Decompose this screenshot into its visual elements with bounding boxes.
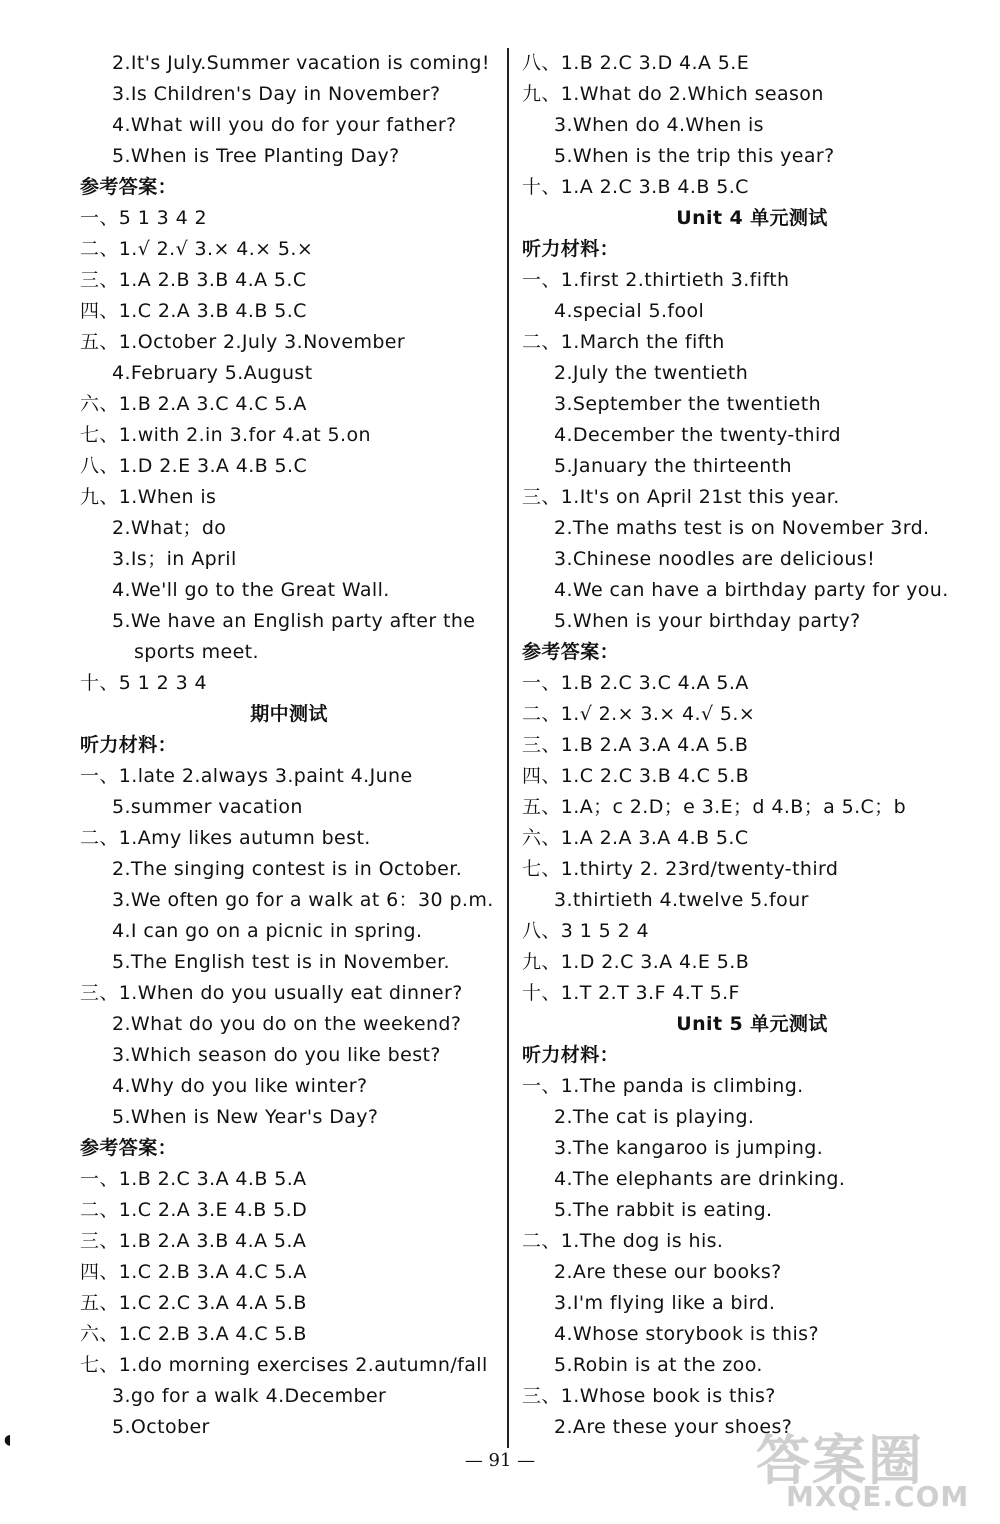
text-line: 3.When do 4.When is <box>554 114 764 136</box>
text-line: 4.I can go on a picnic in spring. <box>112 920 423 942</box>
text-line: 2.It's July.Summer vacation is coming! <box>112 52 490 74</box>
text-line: 5.October <box>112 1416 210 1438</box>
text-line: 听力材料： <box>80 734 178 756</box>
text-line: 八、1.D 2.E 3.A 4.B 5.C <box>80 455 308 477</box>
text-line: 4.We can have a birthday party for you. <box>554 579 949 601</box>
watermark <box>746 1418 986 1518</box>
text-line: sports meet. <box>134 641 259 663</box>
text-line: 5.Robin is at the zoo. <box>554 1354 763 1376</box>
text-line: 九、1.What do 2.Which season <box>522 83 824 105</box>
text-line: 九、1.When is <box>80 486 217 508</box>
text-line: 2.Are these our books? <box>554 1261 782 1283</box>
text-line: 4.Why do you like winter? <box>112 1075 368 1097</box>
text-line: 3.thirtieth 4.twelve 5.four <box>554 889 809 911</box>
text-line: 5.summer vacation <box>112 796 303 818</box>
text-line: 3.go for a walk 4.December <box>112 1385 387 1407</box>
text-line: 3.We often go for a walk at 6：30 p.m. <box>112 889 494 911</box>
text-line: 4.What will you do for your father? <box>112 114 457 136</box>
text-line: 四、1.C 2.C 3.B 4.C 5.B <box>522 765 750 787</box>
text-line: 听力材料： <box>522 238 620 260</box>
text-line: 四、1.C 2.A 3.B 4.B 5.C <box>80 300 307 322</box>
text-line: 3.September the twentieth <box>554 393 822 415</box>
text-line: 2.The maths test is on November 3rd. <box>554 517 930 539</box>
text-line: 4.We'll go to the Great Wall. <box>112 579 390 601</box>
text-line: 5.The rabbit is eating. <box>554 1199 773 1221</box>
text-line: Unit 4 单元测试 <box>676 207 828 229</box>
text-line: 3.Which season do you like best? <box>112 1044 441 1066</box>
text-line: 七、1.do morning exercises 2.autumn/fall <box>80 1354 488 1376</box>
text-line: 5.The English test is in November. <box>112 951 450 973</box>
text-line: 一、1.B 2.C 3.C 4.A 5.A <box>522 672 749 694</box>
text-line: 五、1.A；c 2.D；e 3.E；d 4.B；a 5.C；b <box>522 796 907 818</box>
right-column <box>522 48 982 1443</box>
text-line: 一、5 1 3 4 2 <box>80 207 208 229</box>
text-line: 二、1.Amy likes autumn best. <box>80 827 371 849</box>
text-line: 5.When is New Year's Day? <box>112 1106 379 1128</box>
text-line: 4.special 5.fool <box>554 300 705 322</box>
text-line: 2.Are these your shoes? <box>554 1416 793 1438</box>
text-line: 2.The singing contest is in October. <box>112 858 463 880</box>
text-line: 十、1.A 2.C 3.B 4.B 5.C <box>522 176 749 198</box>
text-line: 二、1.The dog is his. <box>522 1230 724 1252</box>
text-line: 3.The kangaroo is jumping. <box>554 1137 824 1159</box>
text-line: 一、1.B 2.C 3.A 4.B 5.A <box>80 1168 307 1190</box>
text-line: 七、1.thirty 2. 23rd/twenty-third <box>522 858 839 880</box>
text-line: 一、1.The panda is climbing. <box>522 1075 804 1097</box>
text-line: 5.When is your birthday party? <box>554 610 861 632</box>
text-line: 5.When is the trip this year? <box>554 145 835 167</box>
text-line: 三、1.When do you usually eat dinner? <box>80 982 463 1004</box>
text-line: Unit 5 单元测试 <box>676 1013 828 1035</box>
text-line: 3.I'm flying like a bird. <box>554 1292 776 1314</box>
text-line: 二、1.C 2.A 3.E 4.B 5.D <box>80 1199 308 1221</box>
watermark-logo: 答案圈 <box>756 1429 924 1492</box>
text-line: 六、1.B 2.A 3.C 4.C 5.A <box>80 393 307 415</box>
text-line: 2.What；do <box>112 517 227 539</box>
text-line: 五、1.C 2.C 3.A 4.A 5.B <box>80 1292 307 1314</box>
text-line: 三、1.B 2.A 3.A 4.A 5.B <box>522 734 749 756</box>
text-line: 参考答案： <box>80 176 178 198</box>
left-column <box>80 48 498 1443</box>
text-line: 三、1.A 2.B 3.B 4.A 5.C <box>80 269 307 291</box>
text-line: 三、1.B 2.A 3.B 4.A 5.A <box>80 1230 307 1252</box>
text-line: 4.Whose storybook is this? <box>554 1323 819 1345</box>
text-line: 期中测试 <box>250 703 328 725</box>
text-line: 5.January the thirteenth <box>554 455 792 477</box>
text-line: 5.When is Tree Planting Day? <box>112 145 400 167</box>
scan-mark: ◖ <box>4 1432 12 1448</box>
text-line: 4.The elephants are drinking. <box>554 1168 846 1190</box>
text-line: 十、5 1 2 3 4 <box>80 672 208 694</box>
text-line: 2.What do you do on the weekend? <box>112 1013 462 1035</box>
column-divider <box>507 48 509 1448</box>
text-line: 六、1.A 2.A 3.A 4.B 5.C <box>522 827 749 849</box>
text-line: 七、1.with 2.in 3.for 4.at 5.on <box>80 424 371 446</box>
text-line: 四、1.C 2.B 3.A 4.C 5.A <box>80 1261 307 1283</box>
text-line: 二、1.March the fifth <box>522 331 725 353</box>
text-line: 3.Is Children's Day in November? <box>112 83 441 105</box>
text-line: 九、1.D 2.C 3.A 4.E 5.B <box>522 951 750 973</box>
text-line: 参考答案： <box>522 641 620 663</box>
text-line: 一、1.first 2.thirtieth 3.fifth <box>522 269 790 291</box>
text-line: 六、1.C 2.B 3.A 4.C 5.B <box>80 1323 307 1345</box>
text-line: 5.We have an English party after the <box>112 610 476 632</box>
text-line: 2.The cat is playing. <box>554 1106 755 1128</box>
page-number: — 91 — <box>464 1450 536 1471</box>
text-line: 三、1.Whose book is this? <box>522 1385 776 1407</box>
text-line: 三、1.It's on April 21st this year. <box>522 486 840 508</box>
text-line: 听力材料： <box>522 1044 620 1066</box>
text-line: 2.July the twentieth <box>554 362 749 384</box>
text-line: 3.Chinese noodles are delicious! <box>554 548 876 570</box>
text-line: 4.February 5.August <box>112 362 313 384</box>
text-line: 3.Is；in April <box>112 548 237 570</box>
text-line: 八、3 1 5 2 4 <box>522 920 650 942</box>
text-line: 一、1.late 2.always 3.paint 4.June <box>80 765 413 787</box>
text-line: 二、1.√ 2.√ 3.× 4.× 5.× <box>80 238 314 260</box>
text-line: 八、1.B 2.C 3.D 4.A 5.E <box>522 52 750 74</box>
text-line: 十、1.T 2.T 3.F 4.T 5.F <box>522 982 740 1004</box>
text-line: 4.December the twenty-third <box>554 424 841 446</box>
text-line: 五、1.October 2.July 3.November <box>80 331 406 353</box>
text-line: 参考答案： <box>80 1137 178 1159</box>
text-line: 二、1.√ 2.× 3.× 4.√ 5.× <box>522 703 756 725</box>
watermark-site: MXQE.COM <box>786 1480 970 1513</box>
